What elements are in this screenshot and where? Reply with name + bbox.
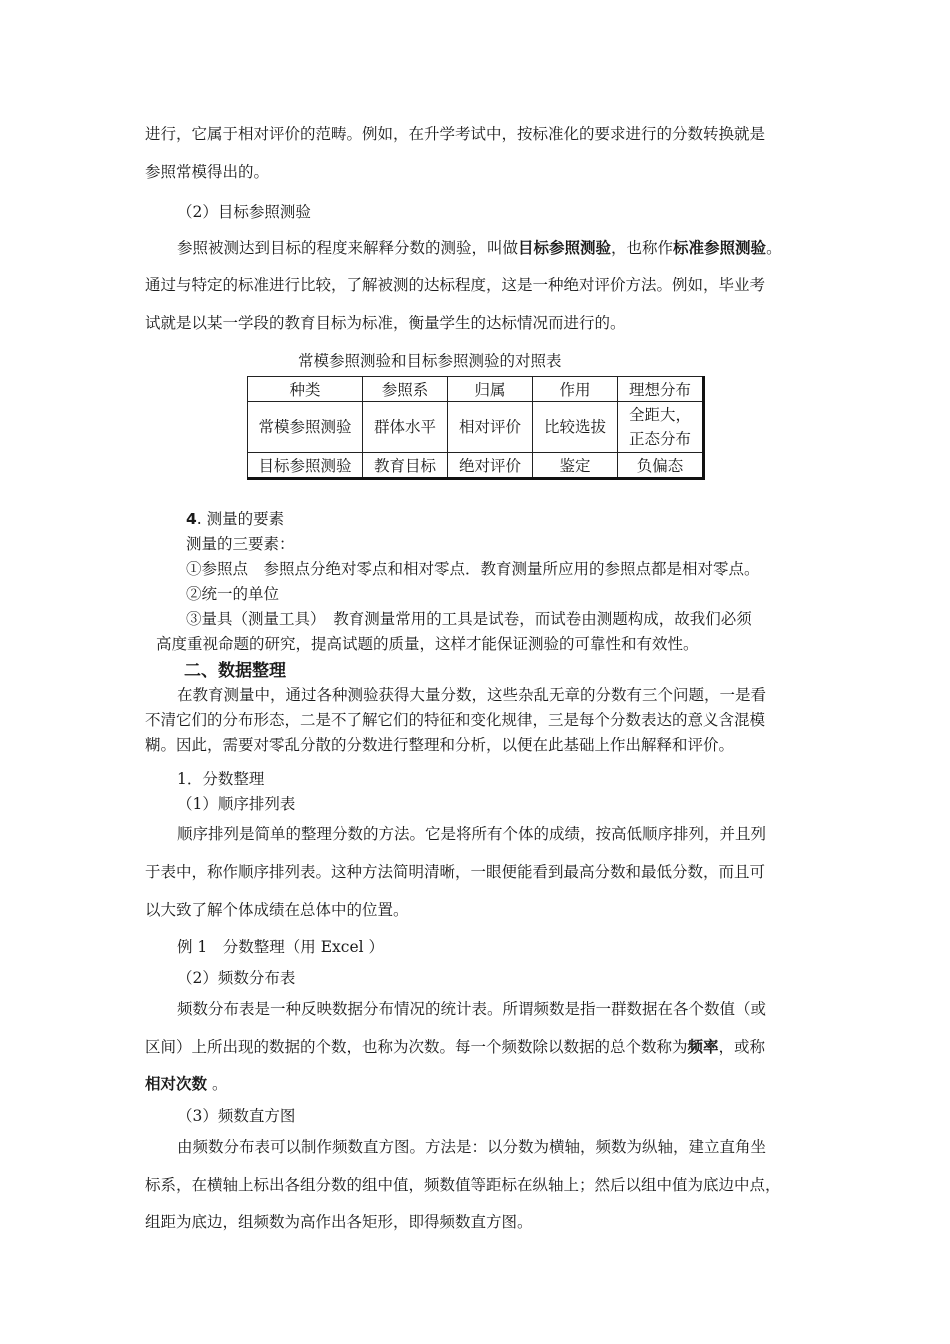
table-header: 作用 (533, 377, 618, 402)
table-cell: 群体水平 (363, 402, 448, 453)
paragraph-line: 通过与特定的标准进行比较，了解被测的达标程度，这是一种绝对评价方法。例如，毕业考 (145, 276, 766, 294)
subsection-heading: （2）频数分布表 (177, 969, 296, 987)
paragraph-line: 不清它们的分布形态，二是不了解它们的特征和变化规律，三是每个分数表达的意义含混模 (145, 711, 766, 729)
paragraph-line: ③量具（测量工具） 教育测量常用的工具是试卷，而试卷由测题构成，故我们必须 (186, 610, 752, 628)
bold-term: 频率 (687, 1038, 719, 1056)
paragraph-line: 测量的三要素： (186, 535, 295, 553)
table-cell: 教育目标 (363, 453, 448, 479)
section-heading: 二、数据整理 (184, 661, 286, 681)
text-run: ，或称 (718, 1038, 766, 1056)
table-caption: 常模参照测验和目标参照测验的对照表 (298, 352, 562, 370)
subsection-heading: （1）顺序排列表 (177, 795, 296, 813)
table-header: 归属 (448, 377, 533, 402)
table-cell: 目标参照测验 (248, 453, 363, 479)
text-run: 。 (207, 1075, 228, 1093)
paragraph-line: 组距为底边，组频数为高作出各矩形，即得频数直方图。 (145, 1213, 533, 1231)
bold-term: 标准参照测验 (673, 239, 767, 257)
paragraph-line (145, 1072, 227, 1094)
paragraph-line: 标系，在横轴上标出各组分数的组中值，频数值等距标在纵轴上；然后以组中值为底边中点， (145, 1176, 781, 1194)
paragraph-line: 试就是以某一学段的教育目标为标准，衡量学生的达标情况而进行的。 (145, 314, 626, 332)
table-header-row (248, 377, 704, 402)
table-cell: 鉴定 (533, 453, 618, 479)
paragraph-line: 高度重视命题的研究，提高试题的质量，这样才能保证测验的可靠性和有效性。 (156, 635, 699, 653)
paragraph-line: 进行，它属于相对评价的范畴。例如，在升学考试中，按标准化的要求进行的分数转换就是 (145, 125, 766, 143)
table-cell: 相对评价 (448, 402, 533, 453)
table-header: 参照系 (363, 377, 448, 402)
text-run: ，也称作 (611, 239, 674, 257)
table-cell: 常模参照测验 (248, 402, 363, 453)
paragraph-line: 于表中，称作顺序排列表。这种方法简明清晰，一眼便能看到最高分数和最低分数，而且可 (145, 863, 766, 881)
paragraph-line: ②统一的单位 (186, 585, 280, 603)
table-cell: 绝对评价 (448, 453, 533, 479)
table-header: 种类 (248, 377, 363, 402)
bold-term: 目标参照测验 (518, 239, 612, 257)
section-heading (186, 507, 284, 529)
table-cell: 比较选拔 (533, 402, 618, 453)
paragraph-line: 顺序排列是简单的整理分数的方法。它是将所有个体的成绩，按高低顺序排列，并且列 (177, 825, 767, 843)
paragraph-line: ①参照点 参照点分绝对零点和相对零点．教育测量所应用的参照点都是相对零点。 (186, 560, 760, 578)
subsection-heading: （3）频数直方图 (177, 1107, 296, 1125)
paragraph-line: 以大致了解个体成绩在总体中的位置。 (145, 901, 409, 919)
paragraph-line: 参照常模得出的。 (145, 163, 270, 181)
paragraph-line: 糊。因此，需要对零乱分散的分数进行整理和分析，以便在此基础上作出解释和评价。 (145, 736, 735, 754)
section-title: . 测量的要素 (196, 510, 285, 528)
cell-line: 全距大， (628, 406, 691, 424)
section-number: 4 (186, 510, 197, 528)
text-run: 区间）上所出现的数据的个数，也称为次数。每一个频数除以数据的总个数称为 (145, 1038, 688, 1056)
subsection-heading: 1．分数整理 (177, 770, 265, 788)
table-cell (618, 402, 704, 453)
paragraph-line: 频数分布表是一种反映数据分布情况的统计表。所谓频数是指一群数据在各个数值（或 (177, 1000, 767, 1018)
paragraph-line: 由频数分布表可以制作频数直方图。方法是：以分数为横轴，频数为纵轴，建立直角坐 (177, 1138, 767, 1156)
section-heading: （2）目标参照测验 (177, 203, 311, 221)
paragraph-line (145, 1035, 765, 1057)
cell-line: 正态分布 (628, 430, 691, 448)
bold-term: 相对次数 (145, 1075, 208, 1093)
paragraph-line: 在教育测量中，通过各种测验获得大量分数，这些杂乱无章的分数有三个问题，一是看 (177, 686, 767, 704)
table-header: 理想分布 (618, 377, 704, 402)
paragraph-line (177, 236, 782, 258)
table-row (248, 402, 704, 453)
table-row (248, 453, 704, 479)
text-run: 参照被测达到目标的程度来解释分数的测验，叫做 (177, 239, 519, 257)
text-run: 。 (766, 239, 782, 257)
table-cell: 负偏态 (618, 453, 704, 479)
example-line: 例 1 分数整理（用 Excel ） (177, 938, 385, 956)
comparison-table (247, 376, 705, 480)
